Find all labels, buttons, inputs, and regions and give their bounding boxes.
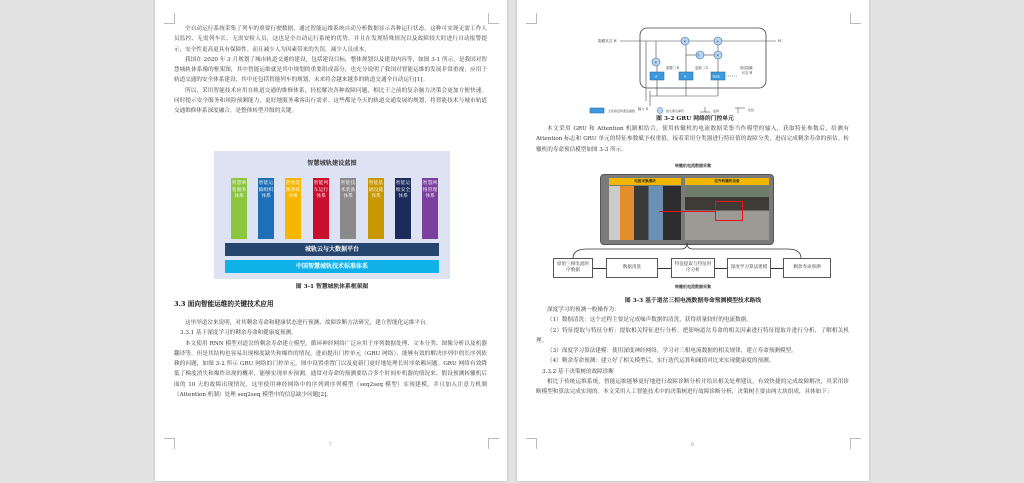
page-number: 7 [329, 443, 332, 448]
svg-text:按元素运算符: 按元素运算符 [666, 109, 685, 113]
standard-bar: 中国智慧城轨技术标准体系 [225, 260, 439, 273]
svg-text:+: + [716, 38, 720, 44]
list-item: （2）特征提取与特征分析：提取相关特征进行分析，把影响道岔寿命的相关因素进行特征提取并进行分析，了解相关机理。 [536, 327, 849, 344]
margin-corner-mark [488, 13, 499, 24]
body-text-steps [536, 305, 849, 398]
subsection-heading: 3.3.2 基于决策树的故障诊断 [542, 368, 614, 375]
arrow [593, 268, 606, 269]
svg-text:×: × [716, 52, 720, 58]
figure-3-1-smart-rail-blueprint [214, 151, 450, 279]
arrow [771, 268, 783, 269]
svg-text:H: H [778, 39, 782, 43]
figure-bottom-title: 转辙机电流数据采集 [675, 284, 711, 289]
document-page-right [517, 0, 869, 481]
figure-3-3-caption: 图 3-3 基于道岔三相电流数据寿命预测模型技术路线 [624, 298, 762, 304]
svg-text:1-: 1- [697, 53, 701, 58]
svg-text:复制: 复制 [713, 109, 720, 113]
step-feature-extraction: 特征提取与特征时序分析 [671, 258, 715, 278]
step-deep-learning: 深度学习算法建模 [727, 258, 771, 278]
body-text-bottom [174, 318, 487, 400]
margin-corner-mark [164, 13, 175, 24]
list-item: （3）深度学习算法建模：使用深度神经网络，学习对三相电流数据的相关规律，建立寿命预测模型。 [547, 348, 797, 355]
svg-text:σ: σ [684, 73, 687, 79]
pillar-2: 智能能源系统体系 [285, 178, 301, 239]
body-text-intro [536, 124, 849, 155]
pillar-0: 智慧乘客服务体系 [231, 178, 247, 239]
pillar-5: 智能基础设施体系 [368, 178, 384, 239]
list-item: （1）数据清洗：这个过程主要是完成噪声数据的清洗，获得质量较好的电流数据。 [547, 317, 752, 324]
page-number: 8 [691, 443, 694, 448]
figure-top-title: 转辙机电流数据采集 [675, 163, 711, 168]
figure-3-1-caption: 图 3-1 智慧城轨体系框架图 [295, 284, 369, 290]
svg-text:重置门 R: 重置门 R [666, 66, 679, 70]
paragraph: 所以，采用智能技术应用在轨道交通的维修体系，轻松解决各种故障问题，相比于之前的复杂脑力决策会更加方便快速。同时提示安全服务和风险预测能力，更好地服务乘客出行需求。这些都是今天的轨道交通发展的规划，将智能技术与城市轨道交通维修体系深度融合，是整体转型升级的关键。 [174, 87, 487, 115]
svg-text:输入 X: 输入 X [638, 107, 649, 111]
document-page-left [155, 0, 507, 481]
paragraph: 本文使用 RNN 模型对道岔的剩余寿命建立模型。循环神经网络广泛应用于序列数据处理、文本分类、图像分析以及机器翻译等。但是其结构也容易出现梯度缺失和爆炸的情况，进而提出门控单元（GRU 网络），能够有效的解决序列中的长序列依赖的问题，如图 3-2 所示 GRU 网络的门控单元。图中设置重置门以及更新门更好地处理长时序依赖问题。GRU 网络有效降低了梯度消失和爆炸出现的概率，能够实现单步预测，通常对寿命的预测要结合多个时间步机器的情况来。假设预测转辙机后面的 10 天的故障出现情况，这里使用神经网络中的序列到序列模型（seq2seq 模型）实现建模，并且加入注意力机制（Attention 机制）处理 seq2seq 模型中的信息缺少问题[2]。 [174, 340, 487, 399]
paragraph: 全自动运行系统采集了列车的重要行驶数据，通过智能运维系统自动分析数据显示各种运行状态。这种可实现无需工作人员监控、无需列车长、无需安检人员，这也是全自动运行系统的优势。并且在发现特殊情况以及故障较大时进行自动报警提示，安全性更高更具有保障性。而且减少人为因素带来的失误，减少人员成本。 [174, 26, 487, 53]
body-text-top [174, 24, 487, 117]
margin-corner-mark [850, 13, 861, 24]
svg-text:候选隐藏: 候选隐藏 [740, 66, 753, 70]
margin-corner-mark [526, 13, 537, 24]
paragraph: 我国在 2020 年 3 月规划了城市轨道交通的建设，包括建设目标，整体规划以及建设内容等，如图 3-1 所示，是我国对智慧城轨体系像的框架图，其中智能运维就是其中规划的重要组成部分，也充分说明了我国对智能运维的发展非常重视，应用于轨道交通的安全体系建设，其中还包括智能列车的规划，未来将会越来越多的轨道交通全自动运行[1]。 [174, 56, 487, 84]
svg-text:隐藏状态 H: 隐藏状态 H [598, 39, 617, 43]
margin-corner-mark [488, 438, 499, 449]
photo-frame [600, 174, 774, 245]
svg-text:状态 H̃: 状态 H̃ [742, 71, 753, 75]
svg-text:连结: 连结 [748, 108, 755, 112]
pillar-3: 智能列车运行体系 [313, 178, 329, 239]
pillar-4: 智能技术装备体系 [340, 178, 356, 239]
figure-title: 智慧城轨建设蓝图 [307, 160, 357, 167]
section-heading: 3.3 面向智能运维的关键技术应用 [174, 300, 274, 308]
current-module-photo [609, 186, 681, 240]
figure-3-3-prediction-pipeline [547, 163, 839, 291]
figure-3-2-caption: 图 3-2 GRU 网络的门控单元 [656, 116, 734, 122]
highlight-box [715, 201, 743, 221]
svg-text:更新门 Z: 更新门 Z [695, 66, 708, 70]
svg-text:×: × [683, 38, 687, 44]
step-rul-prediction: 剩余寿命预测 [783, 258, 831, 278]
margin-corner-mark [850, 438, 861, 449]
subsection-heading: 3.3.1 基于深度学习的剩余寿命和健康度预测。 [180, 330, 297, 337]
pillar-7: 智慧网络管理体系 [422, 178, 438, 239]
paragraph: 本文采用 GRU 和 Attention 机制相结合，使用转辙机的电流数据采集当作模型的输入，获取特征参数后，给测有 Attention 标志和 GRU 单元的特征参数赋予权重值，接着采用分类器进行特征值的故障分类，进而完成剩余寿命的预估。转辙机的寿命预估模型如图 3-3 所示。 [536, 126, 849, 153]
margin-corner-mark [164, 438, 175, 449]
step-raw-data: 原始三相电流时序数据 [553, 258, 593, 278]
svg-text:tanh: tanh [712, 74, 720, 79]
photo-right-label: 室外转辙机设备 [685, 178, 769, 185]
svg-text:×: × [654, 59, 658, 65]
svg-text:σ: σ [655, 73, 658, 79]
platform-bar: 城轨云与大数据平台 [225, 243, 439, 256]
svg-text:全连接层和激活函数: 全连接层和激活函数 [608, 109, 636, 113]
brace [547, 243, 839, 259]
figure-3-2-gru-cell [580, 6, 810, 116]
list-item: （4）剩余寿命预测：建立好了相关模型后，实行迭代运算和阈值对比来实现健康度的预测。 [547, 358, 775, 365]
step-data-cleaning: 数据清洗 [606, 258, 658, 278]
pillar-6: 智能运维安全体系 [395, 178, 411, 239]
arrow [658, 268, 671, 269]
connector-line [659, 211, 715, 212]
paragraph: 相比于传统运维系统，智能运维能够更好地进行故障诊断分析并给出相关处理建议，有效快捷的完成故障解决，其采用诊断模型和算法完成实现的。本文采用人工智能技术中的决策树进行故障诊断分析，决策树主要由两大块组成，具体如下： [536, 379, 849, 396]
photo-left-label: 电流采集模块 [609, 178, 681, 185]
gru-diagram [580, 6, 810, 116]
pillar-1: 智能运输组织体系 [258, 178, 274, 239]
margin-corner-mark [526, 438, 537, 449]
paragraph: 这里举道岔来说明，对其剩余寿命和健康状态进行预测、故障诊断方法研究，建立智能化运维平台。 [185, 320, 432, 326]
switch-machine-photo [685, 186, 769, 240]
paragraph: 深度学习的预测一般操作为： [547, 307, 620, 313]
arrow [715, 268, 727, 269]
